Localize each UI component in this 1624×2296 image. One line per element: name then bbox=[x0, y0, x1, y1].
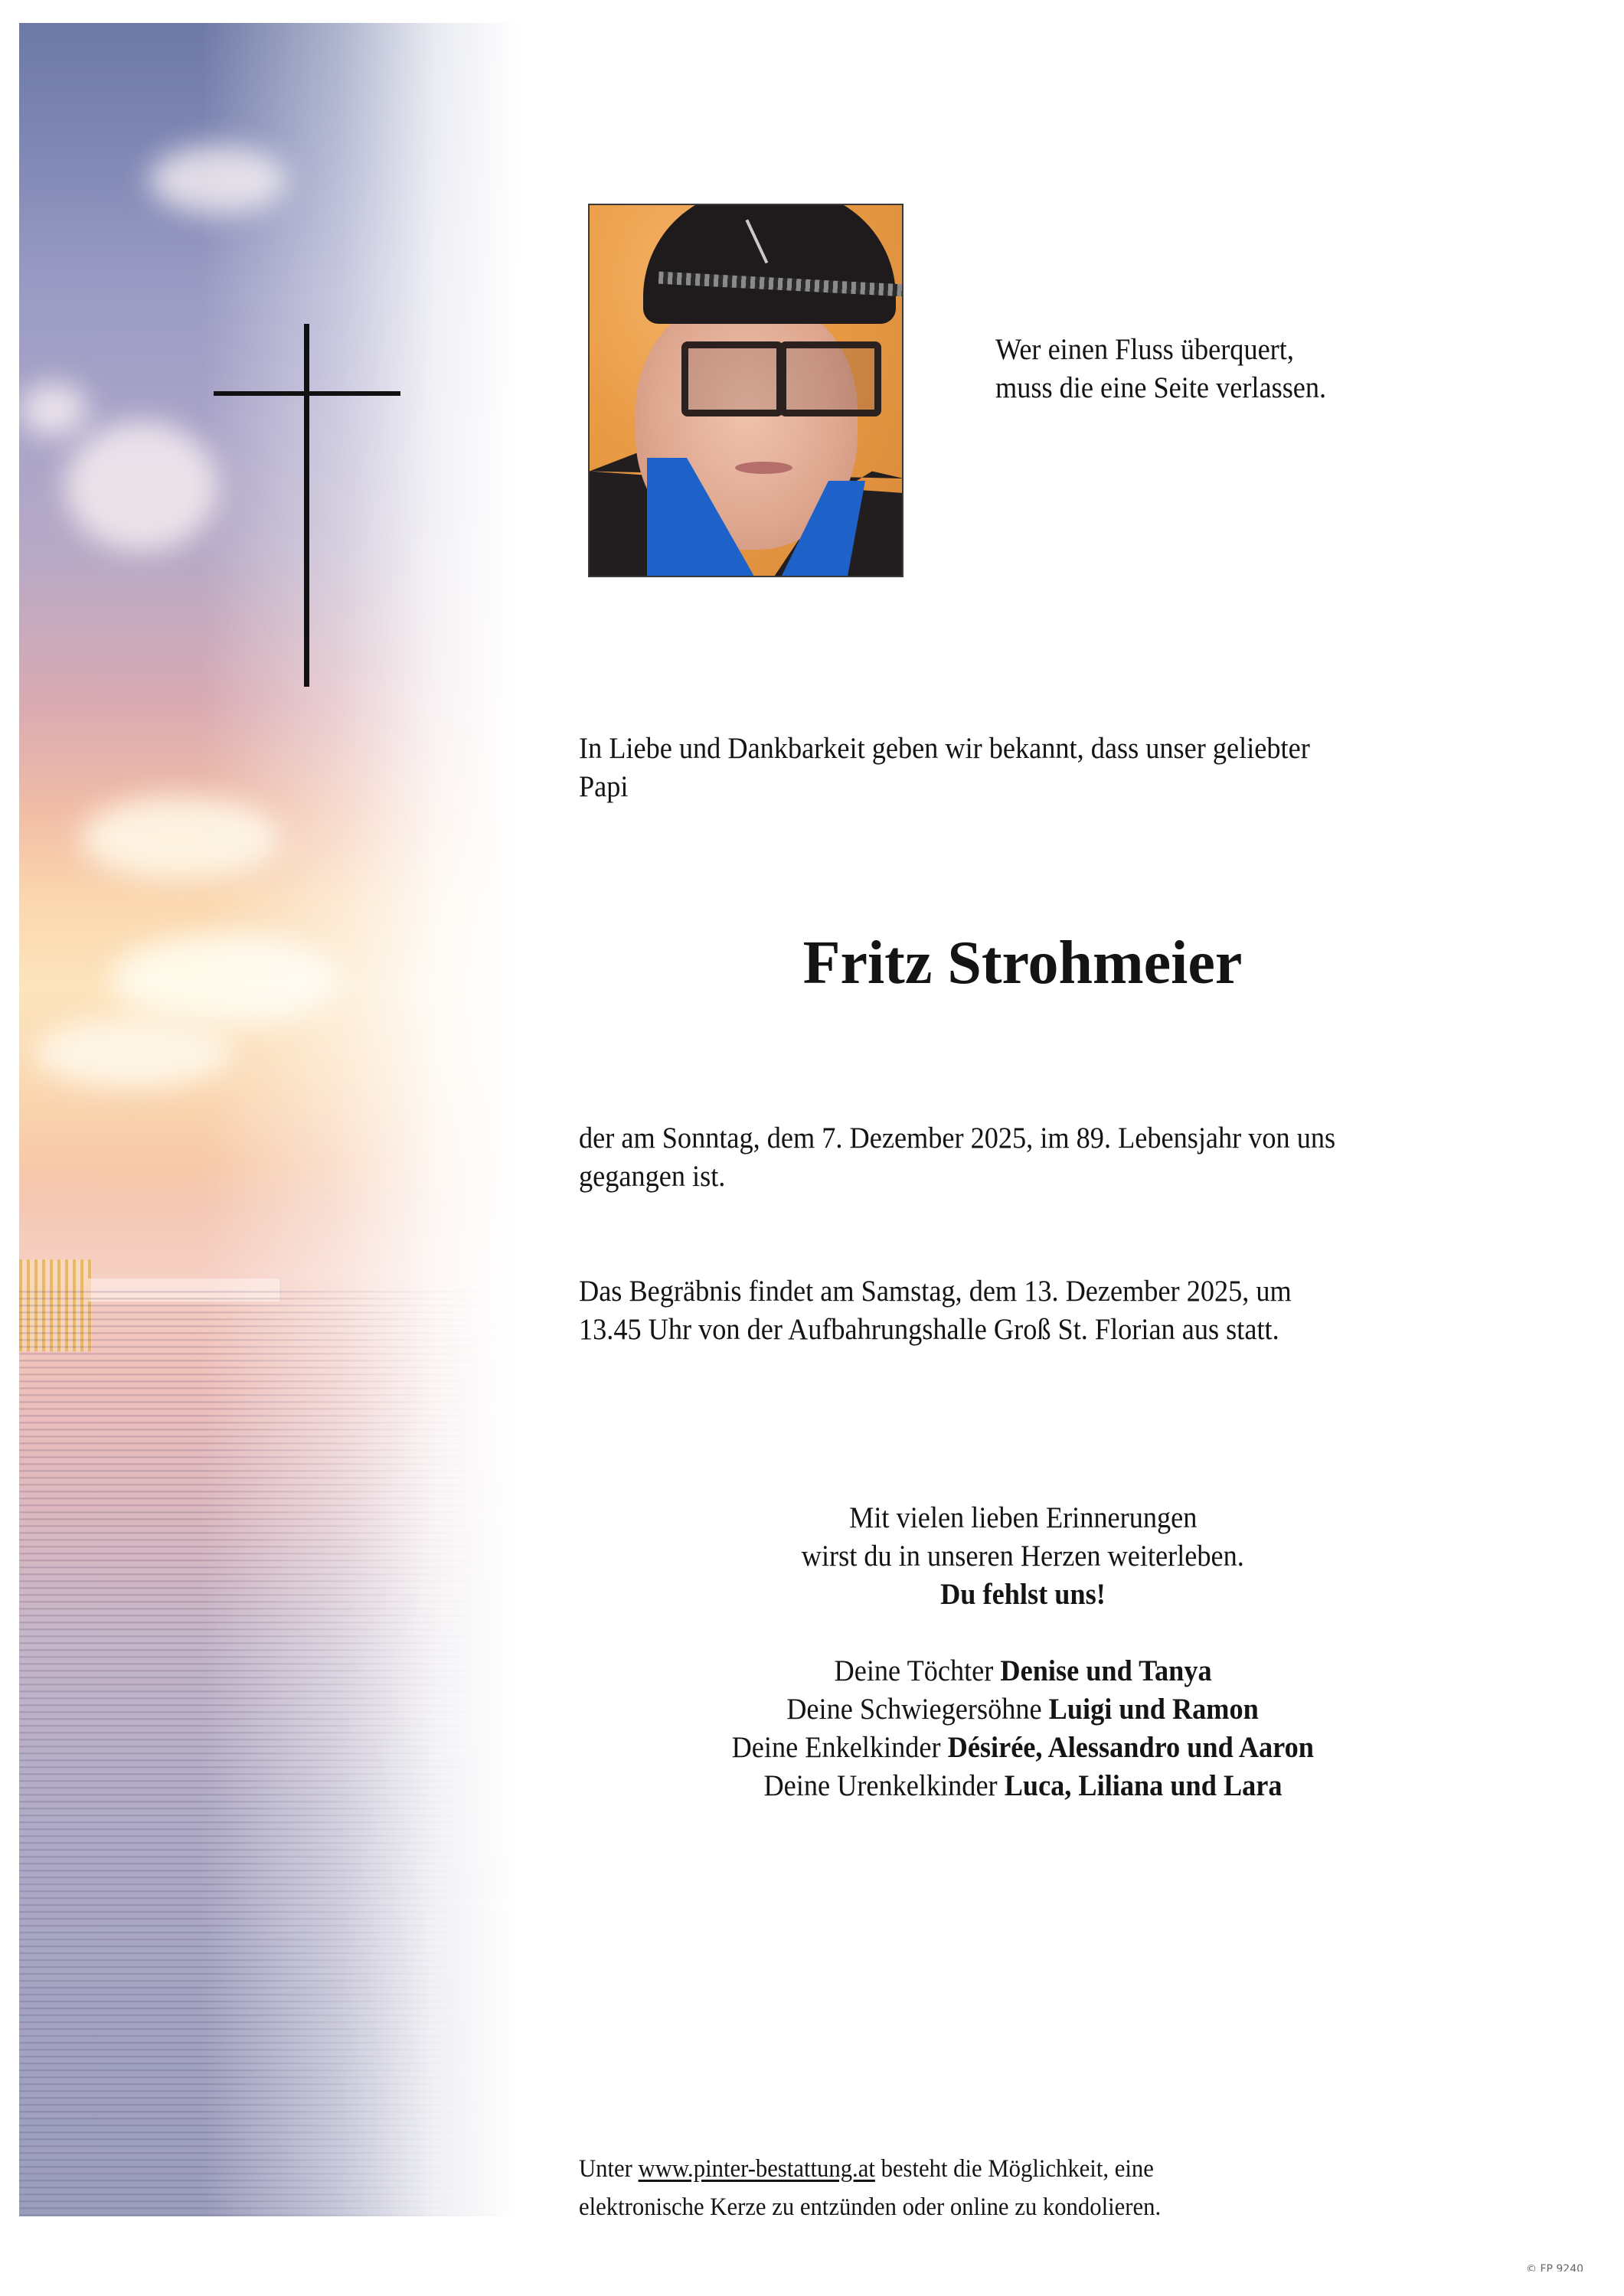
family-relation: Deine Urenkelkinder bbox=[763, 1769, 1005, 1802]
cross-horizontal-bar bbox=[214, 391, 400, 396]
quote-line-1: Wer einen Fluss überquert, bbox=[995, 333, 1294, 366]
death-notice-paragraph bbox=[579, 1119, 1393, 1196]
footer-prefix: Unter bbox=[579, 2155, 639, 2183]
sunset-pier-background-image bbox=[19, 23, 540, 2216]
footer-suffix: besteht die Möglichkeit, eine bbox=[874, 2155, 1154, 2183]
funeral-line-1: Das Begräbnis findet am Samstag, dem 13. Dezember 2025, um bbox=[579, 1275, 1292, 1308]
intro-line-1: In Liebe und Dankbarkeit geben wir bekannt, dass unser geliebter bbox=[579, 732, 1310, 765]
cross-vertical-bar bbox=[304, 324, 309, 687]
print-code: © FP 9240 bbox=[1526, 2263, 1584, 2272]
family-relation: Deine Enkelkinder bbox=[731, 1731, 948, 1764]
memory-line-3: Du fehlst uns! bbox=[940, 1578, 1106, 1611]
funeral-info-paragraph bbox=[579, 1272, 1345, 1349]
death-notice-line-1: der am Sonntag, dem 7. Dezember 2025, im 89. Lebensjahr von uns bbox=[579, 1122, 1336, 1155]
memory-verse bbox=[579, 1499, 1467, 1614]
footer-line-2: elektronische Kerze zu entzünden oder online zu kondolieren. bbox=[579, 2193, 1162, 2221]
funeral-line-2: 13.45 Uhr von der Aufbahrungshalle Groß St. Florian aus statt. bbox=[579, 1313, 1279, 1346]
mouth-shape bbox=[735, 462, 792, 474]
family-names: Désirée, Alessandro und Aaron bbox=[947, 1731, 1315, 1764]
deceased-name: Fritz Strohmeier bbox=[802, 929, 1243, 997]
family-line bbox=[579, 1729, 1467, 1767]
family-names: Luca, Liliana und Lara bbox=[1004, 1769, 1283, 1802]
condolence-footer bbox=[579, 2150, 1204, 2226]
deceased-name-heading bbox=[0, 925, 1624, 1001]
funeral-home-website-link[interactable]: www.pinter-bestattung.at bbox=[638, 2155, 875, 2183]
quote bbox=[995, 331, 1351, 407]
quote-line-2: muss die eine Seite verlassen. bbox=[995, 371, 1327, 404]
intro-paragraph bbox=[579, 730, 1365, 806]
family-line bbox=[579, 1690, 1467, 1729]
family-names: Denise und Tanya bbox=[1000, 1654, 1212, 1687]
glasses-right-lens bbox=[779, 341, 881, 416]
death-notice-line-2: gegangen ist. bbox=[579, 1160, 726, 1193]
family-line bbox=[579, 1652, 1467, 1690]
family-list bbox=[579, 1652, 1467, 1805]
memory-line-2: wirst du in unseren Herzen weiterleben. bbox=[801, 1540, 1245, 1573]
family-relation: Deine Schwiegersöhne bbox=[786, 1693, 1050, 1726]
family-line bbox=[579, 1767, 1467, 1805]
portrait-photo bbox=[588, 204, 903, 577]
white-fade-overlay bbox=[19, 23, 540, 2216]
glasses-left-lens bbox=[681, 341, 783, 416]
intro-line-2: Papi bbox=[579, 770, 629, 803]
family-names: Luigi und Ramon bbox=[1049, 1693, 1260, 1726]
memory-line-1: Mit vielen lieben Erinnerungen bbox=[848, 1501, 1198, 1534]
family-relation: Deine Töchter bbox=[834, 1654, 1001, 1687]
